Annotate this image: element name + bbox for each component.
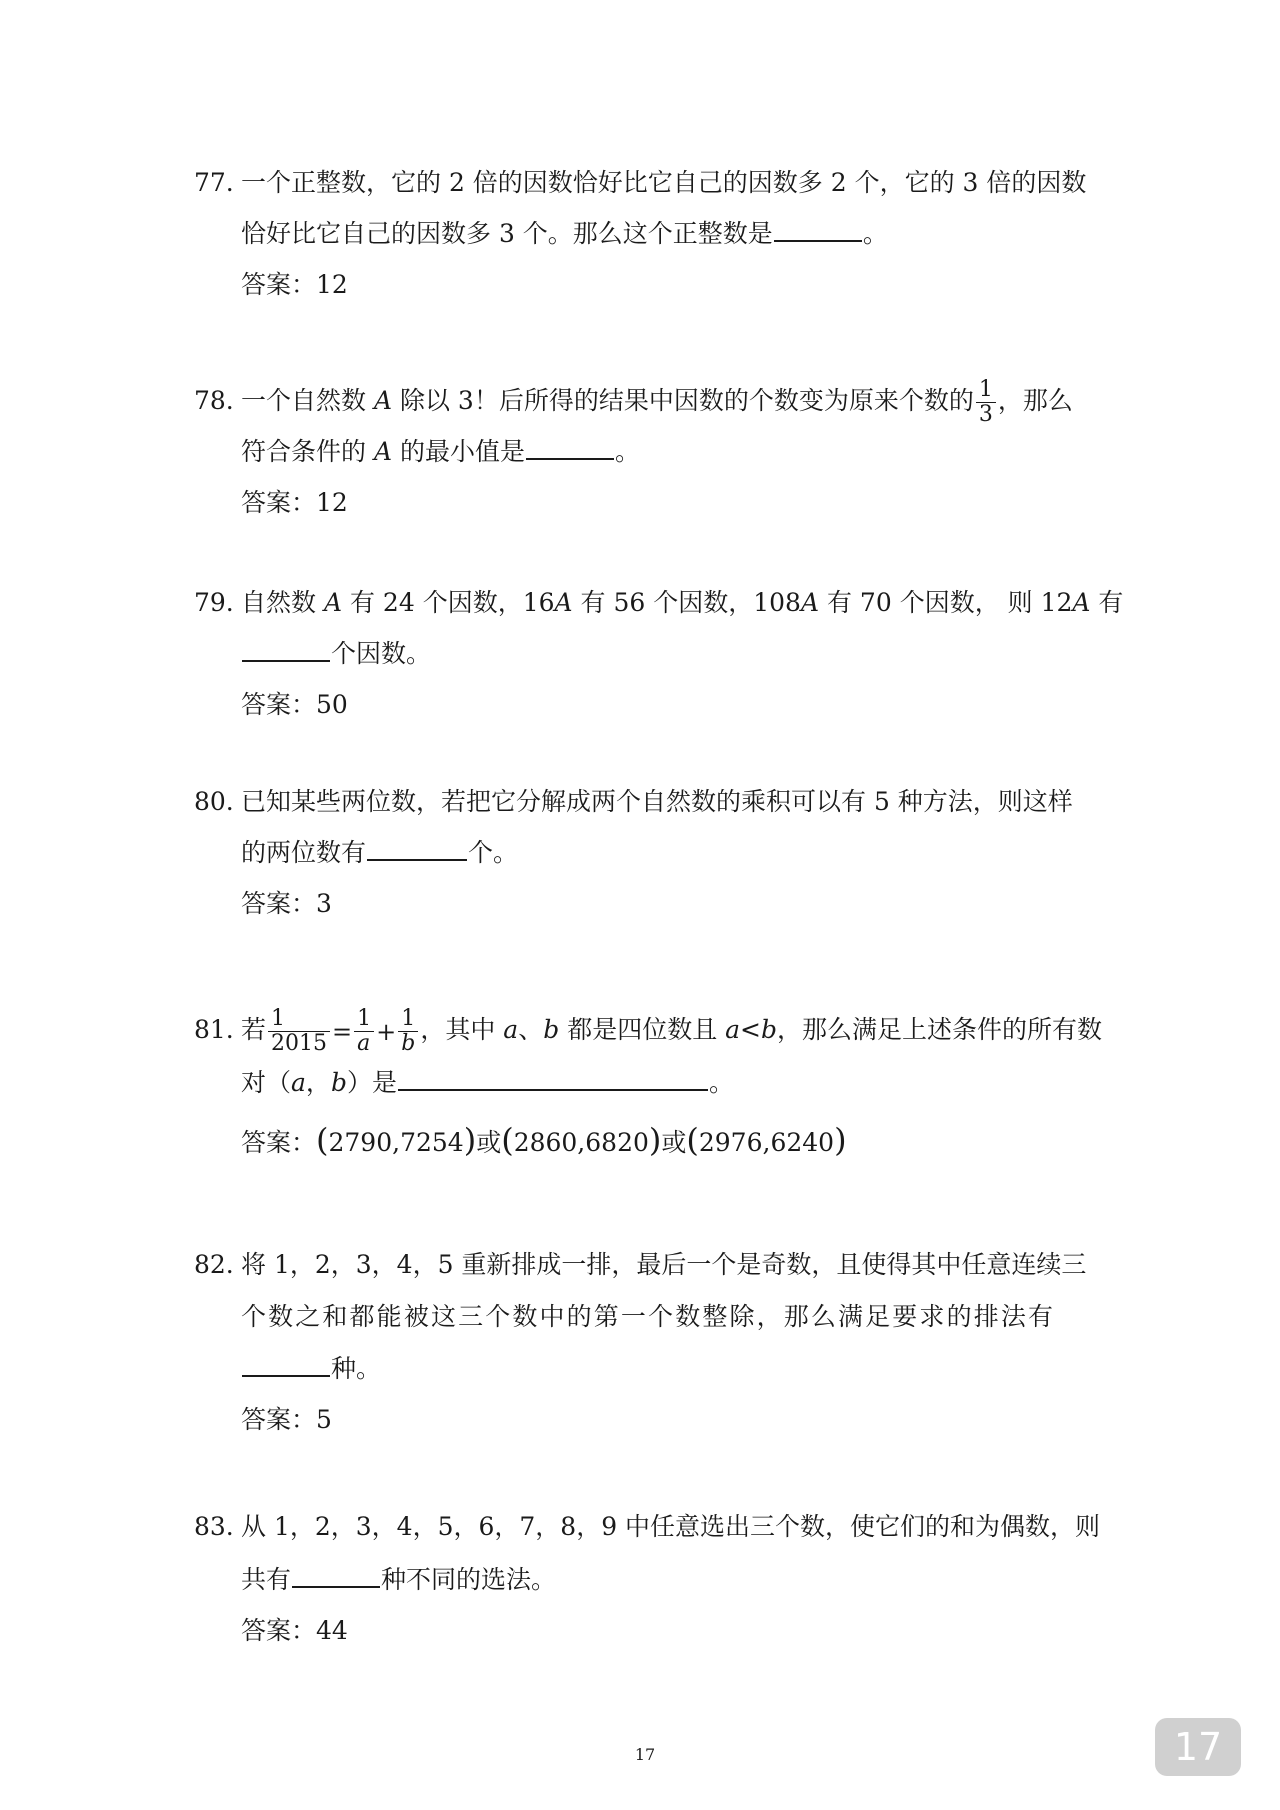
problem-80-line-2: 的两位数有 个。 bbox=[241, 838, 519, 867]
problem-number: 83. bbox=[194, 1512, 234, 1541]
problem-83-line-2: 共有 种不同的选法。 bbox=[241, 1565, 557, 1594]
answer-blank bbox=[526, 436, 614, 460]
answer-blank bbox=[774, 218, 862, 242]
problem-82-line-1: 82. 将 1，2，3，4，5 重新排成一排，最后一个是奇数，且使得其中任意连续三 bbox=[194, 1250, 1087, 1279]
page-number: 17 bbox=[634, 1745, 656, 1764]
answer-line: 答案：(2790,7254)或(2860,6820)或(2976,6240) bbox=[241, 1121, 847, 1159]
answer-pair-3: 2976,6240 bbox=[698, 1128, 835, 1157]
problem-number: 78. bbox=[194, 386, 234, 415]
answer-value: 3 bbox=[316, 889, 332, 918]
problem-number: 77. bbox=[194, 168, 234, 197]
fraction-one-third: $\frac{1}{3}$ bbox=[976, 378, 996, 427]
answer-line: 答案：5 bbox=[241, 1405, 332, 1434]
answer-blank bbox=[242, 1353, 330, 1377]
problem-77-line-2: 恰好比它自己的因数多 3 个。那么这个正整数是 。 bbox=[241, 219, 888, 248]
problem-81-line-1: 81. 若 $\frac{1}{2015}$ = $\frac{1}{a}$ + $\frac{1}{b}$ ，其中 a、b 都是四位数且 a<b，那么满足上述条件的所有数 bbox=[194, 1006, 1103, 1056]
answer-pair-1: 2790,7254 bbox=[328, 1128, 464, 1157]
problem-number: 80. bbox=[194, 787, 234, 816]
problem-83-line-1: 83. 从 1，2，3，4，5，6，7，8，9 中任意选出三个数，使它们的和为偶数，则 bbox=[194, 1512, 1101, 1541]
answer-line: 答案：12 bbox=[241, 270, 348, 299]
fraction-1-over-b: $\frac{1}{b}$ bbox=[398, 1007, 418, 1056]
answer-value: 12 bbox=[316, 270, 348, 299]
problem-78-line-1: 78. 一个自然数 A 除以 3！后所得的结果中因数的个数变为原来个数的 $\frac{1}{3}$ ，那么 bbox=[194, 377, 1073, 427]
problem-80-line-1: 80. 已知某些两位数，若把它分解成两个自然数的乘积可以有 5 种方法，则这样 bbox=[194, 787, 1073, 816]
answer-blank bbox=[398, 1067, 708, 1091]
answer-line: 答案：12 bbox=[241, 488, 348, 517]
problem-82-line-3: 种。 bbox=[241, 1353, 381, 1383]
fraction-1-over-a: $\frac{1}{a}$ bbox=[354, 1007, 374, 1056]
answer-value: 5 bbox=[316, 1405, 332, 1434]
answer-pair-2: 2860,6820 bbox=[513, 1128, 649, 1157]
problem-79-line-1: 79. 自然数 A 有 24 个因数，16A 有 56 个因数，108A 有 70 个因数， 则 12A 有 bbox=[194, 588, 1124, 617]
answer-value: 44 bbox=[316, 1616, 348, 1645]
answer-line: 答案：50 bbox=[241, 690, 348, 719]
problem-77-line-1: 77. 一个正整数，它的 2 倍的因数恰好比它自己的因数多 2 个，它的 3 倍的因数 bbox=[194, 168, 1087, 197]
problem-78-line-2: 符合条件的 A 的最小值是 。 bbox=[241, 437, 641, 466]
answer-blank bbox=[292, 1564, 380, 1588]
answer-line: 答案：3 bbox=[241, 889, 332, 918]
problem-79-line-2: 个因数。 bbox=[241, 638, 431, 668]
answer-value: 12 bbox=[316, 488, 348, 517]
problem-82-line-2: 个数之和都能被这三个数中的第一个数整除，那么满足要求的排法有 bbox=[241, 1302, 1053, 1331]
fraction-1-over-2015: $\frac{1}{2015}$ bbox=[268, 1007, 330, 1056]
answer-blank bbox=[367, 837, 467, 861]
problem-number: 82. bbox=[194, 1250, 234, 1279]
answer-value: 50 bbox=[316, 690, 348, 719]
problem-81-line-2: 对（a，b）是 。 bbox=[241, 1068, 734, 1097]
page-indicator-badge[interactable]: 17 bbox=[1155, 1718, 1241, 1776]
answer-line: 答案：44 bbox=[241, 1616, 348, 1645]
problem-number: 79. bbox=[194, 588, 234, 617]
answer-blank bbox=[242, 638, 330, 662]
problem-number: 81. bbox=[194, 1015, 234, 1044]
